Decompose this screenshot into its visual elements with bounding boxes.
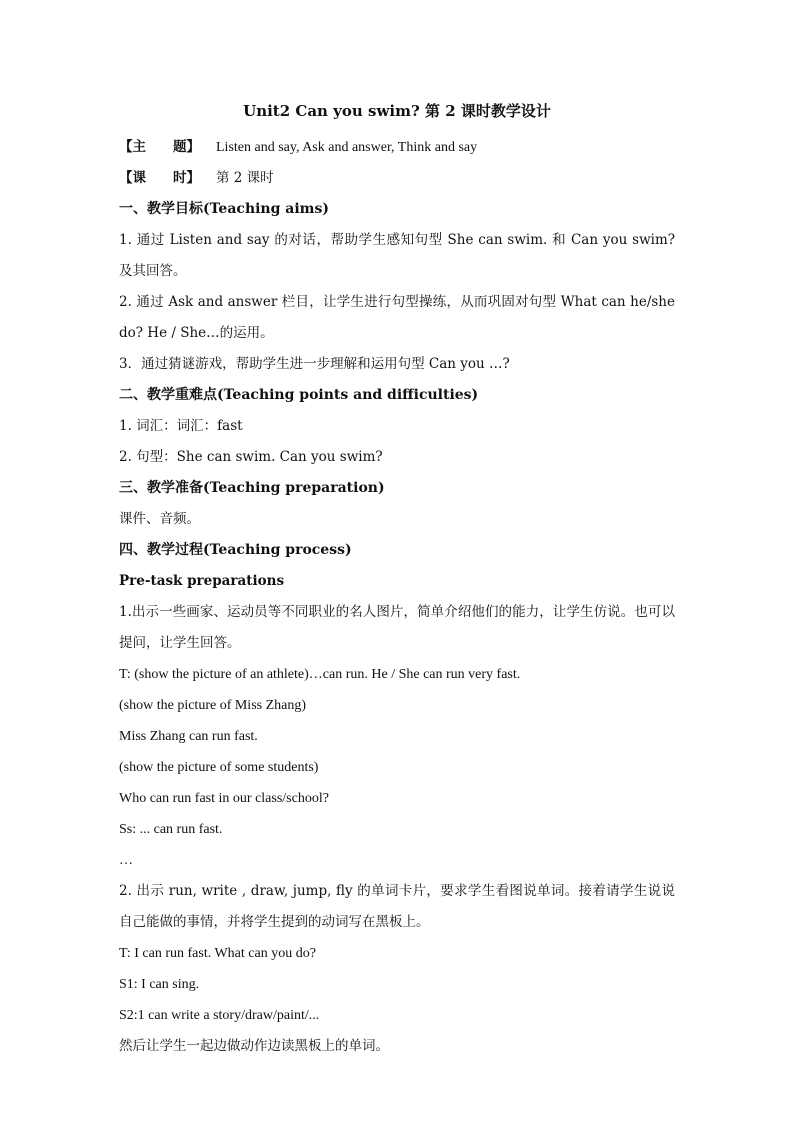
dialogue-line-7: T: I can run fast. What can you do? <box>119 946 316 961</box>
topic-label: 【主 题】 <box>119 139 200 155</box>
process-heading: 四、教学过程(Teaching process) <box>119 542 352 558</box>
pretask-heading: Pre-task preparations <box>119 573 285 589</box>
dialogue-line-1: T: (show the picture of an athlete)…can run. He / She can run very fast. <box>119 667 521 682</box>
dialogue-line-8: S1: I can sing. <box>119 977 200 992</box>
process-step-1: 1.出示一些画家、运动员等不同职业的名人图片，简单介绍他们的能力，让学生仿说。也可以提问，让学生回答。 <box>119 604 675 651</box>
aims-item-3: 3．通过猜谜游戏，帮助学生进一步理解和运用句型 Can you …? <box>119 356 510 372</box>
aims-heading: 一、教学目标(Teaching aims) <box>119 201 329 217</box>
dialogue-line-4: (show the picture of some students) <box>119 760 319 775</box>
period-label: 【课 时】 <box>119 170 200 186</box>
aims-item-2: 2. 通过 Ask and answer 栏目，让学生进行句型操练，从而巩固对句型 What can he/she do? He / She…的运用。 <box>119 294 675 341</box>
dialogue-line-6: Ss: ... can run fast. <box>119 822 223 837</box>
points-item-2: 2. 句型：She can swim. Can you swim? <box>119 449 383 465</box>
document-page <box>119 100 675 1062</box>
points-heading: 二、教学重难点(Teaching points and difficulties) <box>119 387 479 403</box>
period-row <box>119 163 675 194</box>
dialogue-line-3: Miss Zhang can run fast. <box>119 729 258 744</box>
period-value: 第 2 课时 <box>216 170 274 186</box>
prep-heading: 三、教学准备(Teaching preparation) <box>119 480 385 496</box>
process-step-2: 2. 出示 run, write , draw, jump, fly 的单词卡片，要求学生看图说单词。接着请学生说说自己能做的事情，并将学生提到的动词写在黑板上。 <box>119 883 675 930</box>
topic-value: Listen and say, Ask and answer, Think and say <box>216 140 478 155</box>
dialogue-line-5: Who can run fast in our class/school? <box>119 791 329 806</box>
process-step-2-followup: 然后让学生一起边做动作边读黑板上的单词。 <box>119 1038 389 1054</box>
prep-item-1: 课件、音频。 <box>119 511 200 527</box>
points-item-1: 1. 词汇：词汇：fast <box>119 418 243 434</box>
topic-row <box>119 132 675 163</box>
aims-item-1: 1. 通过 Listen and say 的对话，帮助学生感知句型 She can swim. 和 Can you swim? 及其回答。 <box>119 232 675 279</box>
dialogue-line-9: S2:1 can write a story/draw/paint/... <box>119 1008 320 1023</box>
dialogue-line-2: (show the picture of Miss Zhang) <box>119 698 307 713</box>
dialogue-ellipsis: … <box>119 853 133 868</box>
document-title: Unit2 Can you swim? 第 2 课时教学设计 <box>243 102 551 120</box>
